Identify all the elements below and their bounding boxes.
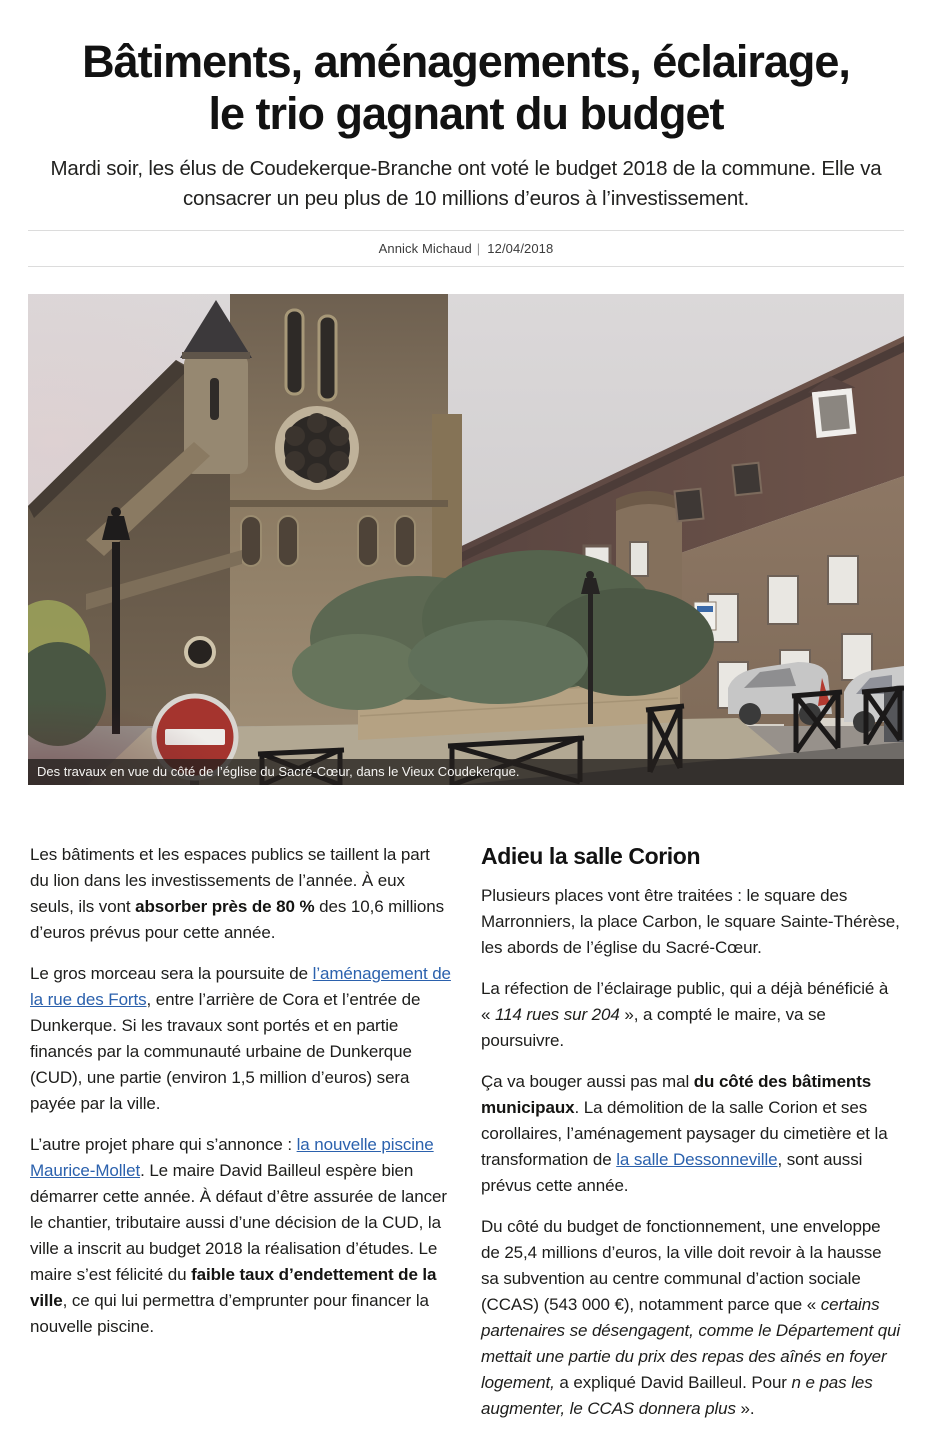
text-run: Du côté du budget de fonctionnement, une enveloppe de 25,4 millions d’euros, la ville doit revoir à la hausse sa subvention au centre communal d’action sociale (CCAS) (543 000 €), notamment parce que « bbox=[481, 1217, 882, 1314]
article-column-right bbox=[481, 842, 902, 1437]
quoted-text: certains partenaires se désengagent, comme le Département qui mettait une partie du prix des repas des aînés en foyer logement, bbox=[481, 1295, 901, 1392]
page-title-line: le trio gagnant du budget bbox=[208, 88, 724, 139]
text-run: a expliqué David Bailleul. Pour bbox=[554, 1373, 792, 1392]
inline-link[interactable]: la salle Dessonneville bbox=[616, 1150, 778, 1169]
text-run: , entre l’arrière de Cora et l’entrée de Dunkerque. Si les travaux sont portés et en partie financés par la communauté urbaine de Dunkerque (CUD), une partie (environ 1,5 million d’euros) sera payée par la ville. bbox=[30, 990, 421, 1113]
article-paragraph bbox=[30, 961, 451, 1117]
byline-separator: | bbox=[476, 241, 481, 256]
text-run: L’autre projet phare qui s’annonce : bbox=[30, 1135, 297, 1154]
article-paragraph bbox=[30, 842, 451, 946]
text-run: Ça va bouger aussi pas mal bbox=[481, 1072, 694, 1091]
article-column-left bbox=[30, 842, 451, 1437]
photo-caption: Des travaux en vue du côté de l’église du Sacré-Cœur, dans le Vieux Coudekerque. bbox=[28, 759, 904, 785]
article-paragraph bbox=[481, 1069, 902, 1199]
text-run: , ce qui lui permettra d’emprunter pour financer la nouvelle piscine. bbox=[30, 1291, 429, 1336]
text-run: », a compté le maire, va se poursuivre. bbox=[481, 1005, 826, 1050]
text-run: , sont aussi prévus cette année. bbox=[481, 1150, 863, 1195]
text-run: Plusieurs places vont être traitées : le square des Marronniers, la place Carbon, le square Sainte-Thérèse, les abords de l’église du Sacré-Cœur. bbox=[481, 886, 900, 957]
text-run: Les bâtiments et les espaces publics se taillent la part du lion dans les investissements de l’année. À eux seuls, ils vont bbox=[30, 845, 430, 916]
text-run: Le gros morceau sera la poursuite de bbox=[30, 964, 313, 983]
article-paragraph bbox=[30, 1132, 451, 1340]
inline-link[interactable]: la nouvelle piscine Maurice-Mollet bbox=[30, 1135, 434, 1180]
page-title bbox=[16, 36, 916, 140]
page-title-line: Bâtiments, aménagements, éclairage, bbox=[82, 36, 850, 87]
text-run: . Le maire David Bailleul espère bien démarrer cette année. À défaut d’être assurée de lancer le chantier, tributaire aussi d’une décision de la CUD, la ville a inscrit au budget 2018 la réalisation d’études. Le maire s’est félicité du bbox=[30, 1161, 447, 1284]
text-run: . La démolition de la salle Corion et ses corollaires, l’aménagement paysager du cimetière et la transformation de bbox=[481, 1098, 888, 1169]
text-run: ». bbox=[735, 1399, 755, 1418]
inline-link[interactable]: l’aménagement de la rue des Forts bbox=[30, 964, 451, 1009]
byline-date: 12/04/2018 bbox=[487, 241, 554, 256]
bold-text: du côté des bâtiments municipaux bbox=[481, 1072, 872, 1117]
article-paragraph bbox=[481, 883, 902, 961]
article-paragraph bbox=[481, 1214, 902, 1422]
byline bbox=[28, 230, 904, 267]
section-heading: Adieu la salle Corion bbox=[481, 843, 701, 869]
article-paragraph bbox=[481, 976, 902, 1054]
text-run: des 10,6 millions d’euros prévus pour cette année. bbox=[30, 897, 445, 942]
rose-window bbox=[275, 406, 359, 490]
photo-illustration bbox=[28, 294, 904, 785]
article-subtitle: Mardi soir, les élus de Coudekerque-Branche ont voté le budget 2018 de la commune. Elle va consacrer un peu plus de 10 millions d’euros à l’investissement. bbox=[50, 157, 882, 210]
byline-author: Annick Michaud bbox=[378, 241, 472, 256]
article-photo bbox=[28, 294, 904, 785]
article-body bbox=[28, 842, 904, 1437]
quoted-text: n e pas les augmenter, le CCAS donnera plus bbox=[481, 1373, 873, 1418]
quoted-text: 114 rues sur 204 bbox=[494, 1005, 620, 1024]
bold-text: absorber près de 80 % bbox=[135, 897, 315, 916]
text-run: La réfection de l’éclairage public, qui a déjà bénéficié à « bbox=[481, 979, 889, 1024]
bold-text: faible taux d’endettement de la ville bbox=[30, 1265, 437, 1310]
